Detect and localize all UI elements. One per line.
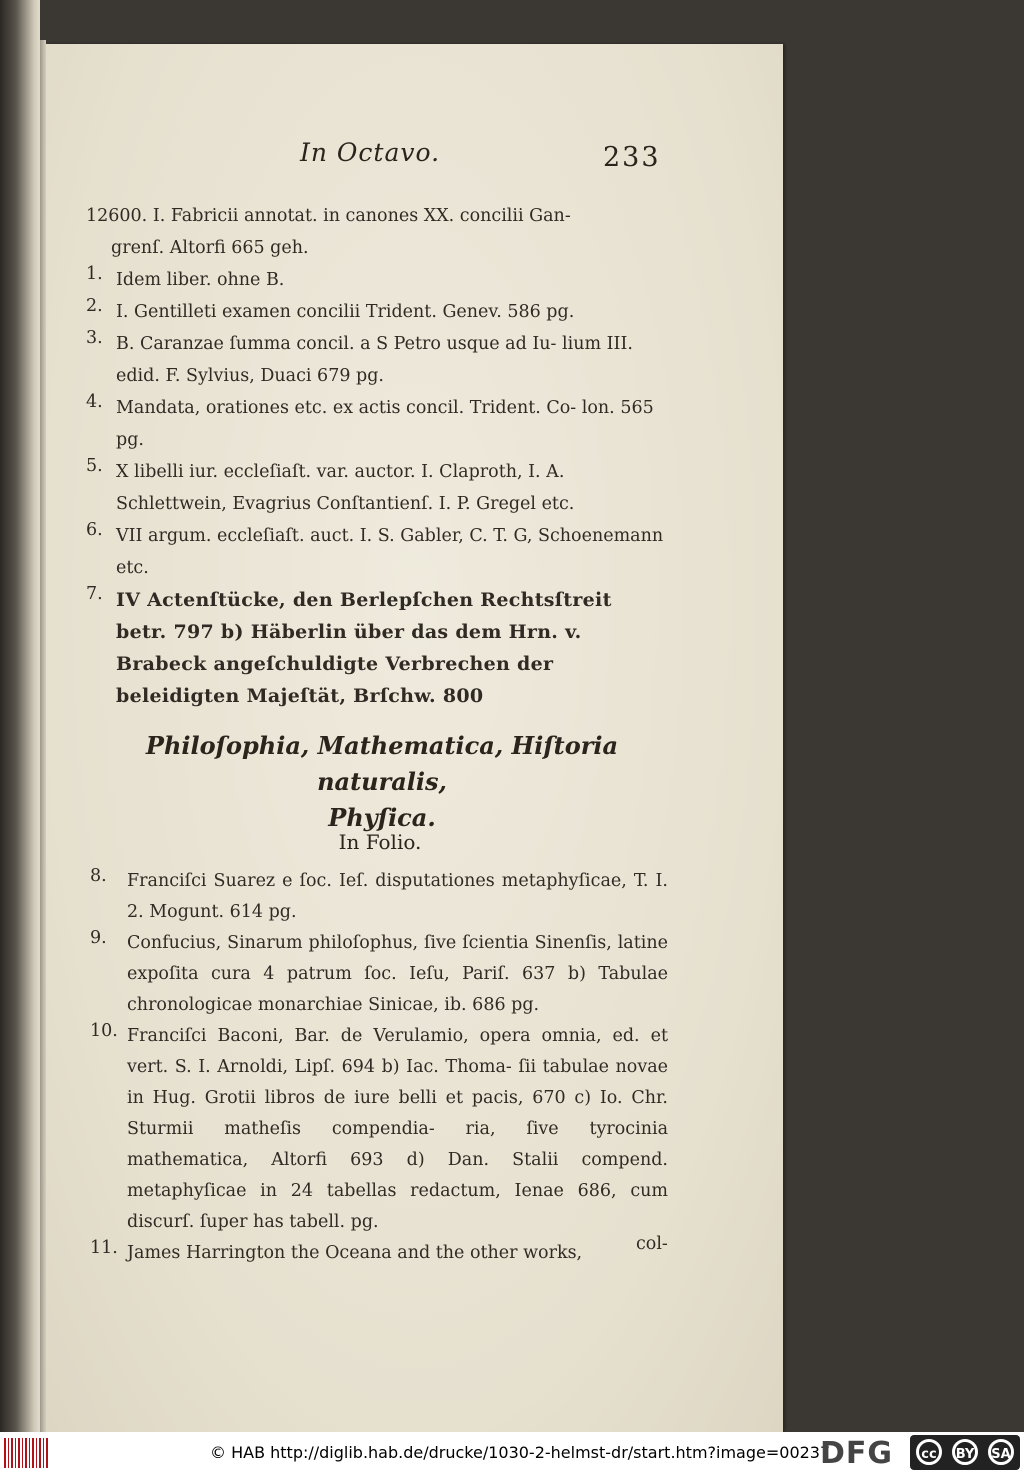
cc-license-badge[interactable] [910,1435,1020,1470]
entry-number: 9. [90,928,107,948]
source-link[interactable]: © HAB http://diglib.hab.de/drucke/1030-2-helmst-dr/start.htm?image=00237 [210,1443,831,1462]
page-number: 233 [603,142,661,173]
entry-6 [86,520,666,584]
entry-number: 12600. [86,206,148,226]
running-head: In Octavo. [300,138,441,167]
entry-number: 3. [86,328,103,348]
entry-2 [86,296,666,328]
entry-number: 7. [86,584,103,604]
entry-7 [86,584,666,712]
entry-1 [86,264,666,296]
entry-8 [90,866,668,928]
entry-5 [86,456,666,520]
cc-icon: cc [916,1439,942,1465]
entry-text-line1: I. Fabricii annotat. in canones XX. concilii Gan- [152,206,571,226]
entry-number: 11. [90,1238,118,1258]
entry-text: James Harrington the Oceana and the other works, [127,1243,583,1263]
octavo-entries [86,200,666,712]
entry-number: 5. [86,456,103,476]
entry-9 [90,928,668,1021]
entry-number: 4. [86,392,103,412]
entry-number: 6. [86,520,103,540]
sa-icon: SA [988,1439,1014,1465]
entry-text: B. Caranzae ſumma concil. a S Petro usque ad Iu- lium III. edid. F. Sylvius, Duaci 679 pg. [116,334,633,386]
entry-11 [90,1238,668,1269]
catchword: col- [636,1234,668,1254]
footer-bar [0,1432,1024,1473]
format-subhead: In Folio. [338,830,422,854]
entry-10 [90,1021,668,1238]
folio-entries [90,866,668,1269]
entry-text: Franciſci Baconi, Bar. de Verulamio, opera omnia, ed. et vert. S. I. Arnoldi, Lipſ. 694 b) Iac. Thoma- ſii tabulae novae in Hug. Grotii libros de iure belli et pacis, 670 c) Io. Chr. Sturmii matheſis compendia- ria, ſive tyrocinia mathematica, Altorfi 693 d) Dan. Stalii compend. metaphyſicae in 24 tabellas redactum, Ienae 686, cum discurſ. ſuper has tabell. pg. [127,1026,668,1232]
section-title [92,728,672,836]
section-title-line2: Phyſica. [328,803,436,832]
section-title-line1: Philoſophia, Mathematica, Hiſtoria naturalis, [145,731,619,796]
entry-text: IV Actenſtücke, den Berlepſchen Rechtsſtreit betr. 797 b) Häberlin über das dem Hrn. v. Brabeck angeſchuldigte Verbrechen der beleidigten Majeſtät, Brſchw. 800 [116,589,612,707]
entry-text: X libelli iur. eccleſiaſt. var. auctor. I. Claproth, I. A. Schlettwein, Evagrius Conſtantienſ. I. P. Gregel etc. [116,462,575,514]
entry-text: Confucius, Sinarum philoſophus, ſive ſcientia Sinenſis, latine expoſita cura 4 patrum ſoc. Ieſu, Pariſ. 637 b) Tabulae chronologicae monarchiae Sinicae, ib. 686 pg. [127,933,668,1015]
scan-background-top [40,0,783,44]
by-icon: BY [952,1439,978,1465]
entry-text-line2: grenſ. Altorfi 665 geh. [111,238,309,258]
entry-text: I. Gentilleti examen concilii Trident. Genev. 586 pg. [116,302,575,322]
entry-text: Franciſci Suarez e ſoc. Ieſ. disputationes metaphyſicae, T. I. 2. Mogunt. 614 pg. [127,871,668,922]
entry-12600 [86,200,666,264]
entry-4 [86,392,666,456]
scan-background-right [783,0,1024,1432]
hab-logo-icon [4,1438,48,1468]
entry-text: VII argum. eccleſiaſt. auct. I. S. Gabler, C. T. G, Schoenemann etc. [116,526,664,578]
entry-number: 10. [90,1021,118,1041]
entry-text: Idem liber. ohne B. [116,270,285,290]
entry-text: Mandata, orationes etc. ex actis concil. Trident. Co- lon. 565 pg. [116,398,654,450]
adjacent-page-strip [0,0,40,1432]
entry-number: 1. [86,264,103,284]
entry-3 [86,328,666,392]
entry-number: 8. [90,866,107,886]
entry-number: 2. [86,296,103,316]
dfg-logo: DFG [820,1436,894,1471]
